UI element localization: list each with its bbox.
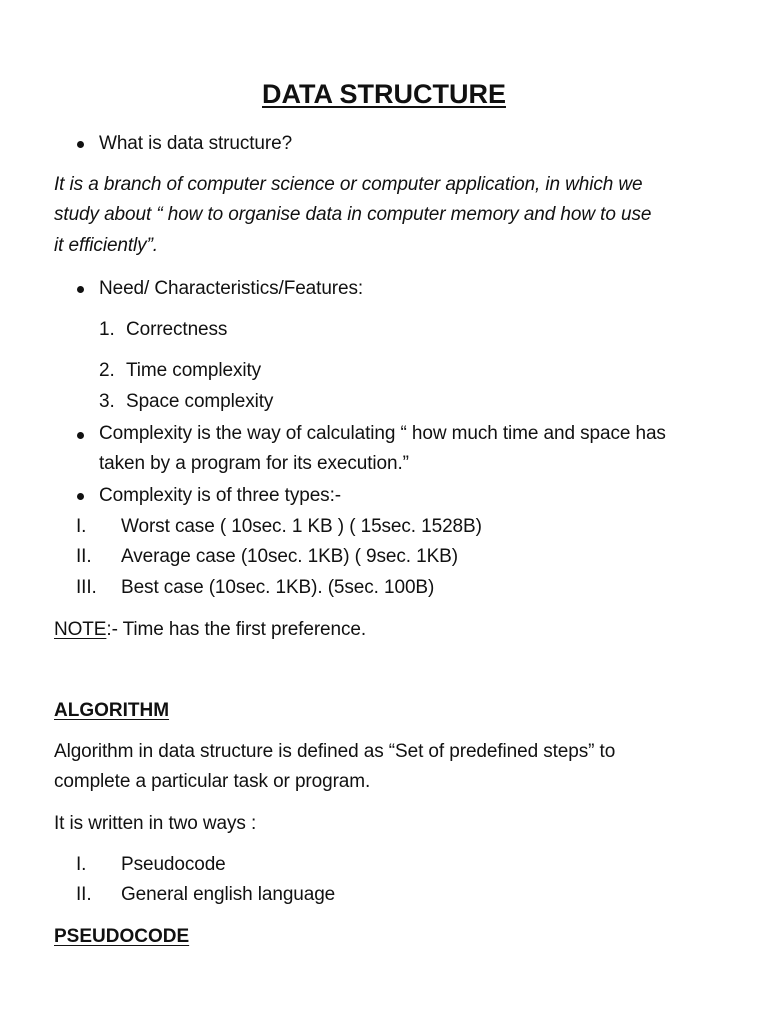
list-item: Worst case ( 10sec. 1 KB ) ( 15sec. 1528B) bbox=[121, 516, 482, 537]
list-number: II. bbox=[76, 546, 92, 567]
algorithm-heading: ALGORITHM bbox=[54, 700, 170, 721]
pseudocode-heading: PSEUDOCODE bbox=[54, 926, 190, 947]
note-label: NOTE bbox=[54, 619, 107, 640]
bullet-icon bbox=[77, 286, 84, 293]
list-number: II. bbox=[76, 884, 92, 905]
list-number: I. bbox=[76, 854, 87, 875]
algorithm-line: Algorithm in data structure is defined as “Set of predefined steps” to bbox=[54, 741, 616, 762]
page-title bbox=[0, 78, 768, 110]
list-item: Space complexity bbox=[126, 391, 274, 412]
definition-line: It is a branch of computer science or computer application, in which we bbox=[54, 174, 643, 195]
list-number: III. bbox=[76, 577, 97, 598]
note-text: :- Time has the first preference. bbox=[106, 619, 367, 640]
need-heading: Need/ Characteristics/Features: bbox=[99, 278, 364, 299]
bullet-icon bbox=[77, 141, 84, 148]
note-line bbox=[54, 618, 366, 642]
written-ways-text: It is written in two ways : bbox=[54, 813, 257, 834]
bullet-icon bbox=[77, 432, 84, 439]
definition-line: study about “ how to organise data in computer memory and how to use bbox=[54, 204, 652, 225]
list-number: 1. bbox=[99, 319, 115, 340]
list-item: Correctness bbox=[126, 319, 228, 340]
list-item: Pseudocode bbox=[121, 854, 226, 875]
list-item: Average case (10sec. 1KB) ( 9sec. 1KB) bbox=[121, 546, 458, 567]
list-number: 3. bbox=[99, 391, 115, 412]
list-item: Best case (10sec. 1KB). (5sec. 100B) bbox=[121, 577, 435, 598]
page-title-text: DATA STRUCTURE bbox=[262, 79, 506, 109]
list-number: I. bbox=[76, 516, 87, 537]
list-item: General english language bbox=[121, 884, 336, 905]
list-item: Time complexity bbox=[126, 360, 262, 381]
complexity-types-heading: Complexity is of three types:- bbox=[99, 485, 341, 506]
algorithm-line: complete a particular task or program. bbox=[54, 771, 371, 792]
complexity-line: taken by a program for its execution.” bbox=[99, 453, 409, 474]
bullet-icon bbox=[77, 493, 84, 500]
question-text: What is data structure? bbox=[99, 133, 293, 154]
definition-line: it efficiently”. bbox=[54, 235, 158, 256]
list-number: 2. bbox=[99, 360, 115, 381]
complexity-line: Complexity is the way of calculating “ how much time and space has bbox=[99, 423, 666, 444]
